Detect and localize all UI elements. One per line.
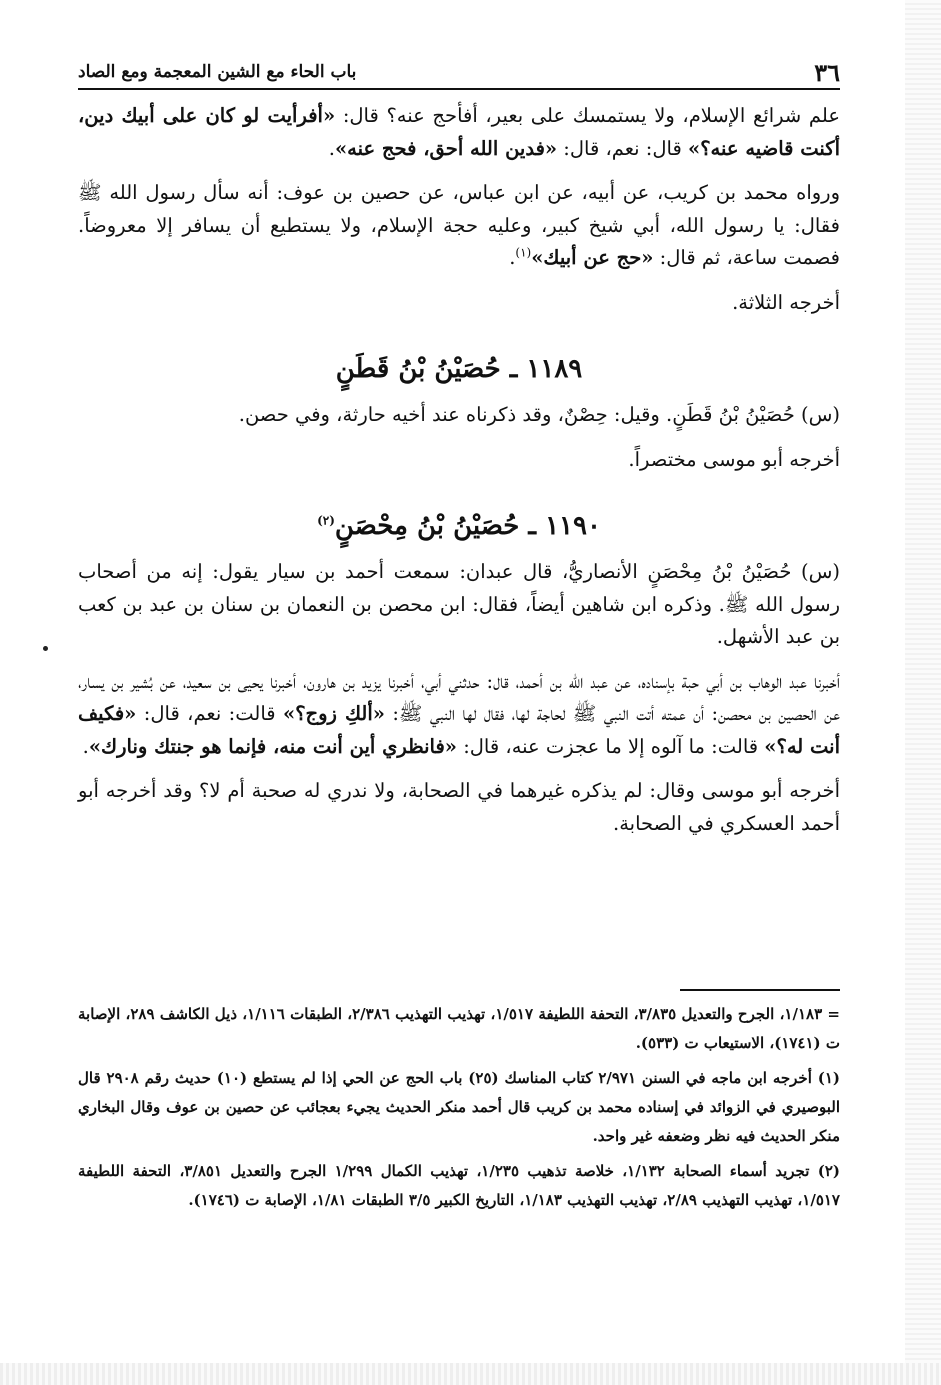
text-run: أخبرنا عبد الوهاب بن أبي حبة بإسناده، عن عبد الله بن أحمد، قال: حدثني أبي، أخبرنا يزيد بن هارون، أخبرنا يحيى بن سعيد، عن بُشير بن يسار، عن الحصين بن محصن: أن عمته أتت النبي ﷺ لحاجة لها، فقال لها النبي ﷺ: bbox=[78, 669, 841, 725]
footnote: = ١/١٨٣، الجرح والتعديل ٣/٨٣٥، التحفة اللطيفة ١/٥١٧، تهذيب التهذيب ٢/٣٨٦، الطبقات ١/١١٦، ذيل الكاشف ٢٨٩، الإصابة ت (١٧٤١)، الاستيعاب ت (٥٣٣). bbox=[78, 1005, 840, 1052]
scan-speck bbox=[43, 646, 48, 651]
text-run: . bbox=[509, 246, 516, 269]
text-run: قالت: ما آلوه إلا ما عجزت عنه، قال: bbox=[457, 734, 765, 758]
paragraph bbox=[78, 177, 840, 275]
footnote: (١) أخرجه ابن ماجه في السنن ٢/٩٧١ كتاب المناسك (٢٥) باب الحج عن الحي إذا لم يستطع (١٠) حديث رقم ٢٩٠٨ قال البوصيري في الزوائد في إسناده محمد بن كريب قال أحمد منكر الحديث يجيء بعجائب عن حصين بن عوف وقال البخاري منكر الحديث فيه نظر وضعفه غير واحد. bbox=[78, 1069, 841, 1145]
text-run: . bbox=[328, 136, 335, 160]
hadith-quote: «فكيف أنت له؟» bbox=[78, 702, 840, 758]
main-text bbox=[78, 100, 840, 852]
paragraph: (س) حُصَيْنُ بْنُ قَطَنٍ. وقيل: حِصْنٌ، وقد ذكرناه عند أخيه حارثة، وفي حصن. bbox=[238, 403, 840, 426]
footnote-ref[interactable]: (١) bbox=[515, 245, 532, 260]
text-run: قال: نعم، قال: bbox=[557, 136, 689, 160]
paragraph bbox=[78, 100, 840, 165]
page-number: ٣٦ bbox=[814, 57, 840, 87]
footnote-ref[interactable]: (٢) bbox=[317, 513, 335, 528]
hadith-quote: «حج عن أبيك» bbox=[531, 246, 654, 269]
paragraph: أخرجه أبو موسى مختصراً. bbox=[628, 447, 840, 471]
header-rule bbox=[78, 88, 840, 90]
text-run: علم شرائع الإسلام، ولا يستمسك على بعير، أفأحج عنه؟ قال: bbox=[335, 104, 840, 127]
footnote: (٢) تجريد أسماء الصحابة ١/١٣٢، خلاصة تذهيب ١/٢٣٥، تهذيب الكمال ١/٢٩٩ الجرح والتعديل ٣/٨٥١، التحفة اللطيفة ١/٥١٧، تهذيب التهذيب ٢/٨٩، تهذيب التهذيب ١/١٨٣، التاريخ الكبير ٣/٥ الطبقات ١/٨١، الإصابة ت (١٧٤٦). bbox=[78, 1162, 840, 1209]
running-title: باب الحاء مع الشين المعجمة ومع الصاد bbox=[78, 62, 357, 82]
scan-edge-texture bbox=[905, 0, 941, 1385]
hadith-quote: «ألكِ زوج؟» bbox=[283, 702, 385, 725]
paragraph: أخرجه الثلاثة. bbox=[732, 290, 840, 314]
entry-title-text: ١١٩٠ ـ حُصَيْنُ بْنُ مِحْصَنٍ bbox=[334, 511, 601, 541]
text-run: . bbox=[82, 734, 89, 758]
footnote-rule bbox=[680, 989, 840, 991]
footnotes bbox=[78, 1000, 840, 1221]
entry-title bbox=[78, 506, 840, 546]
paragraph: أخرجه أبو موسى وقال: لم يذكره غيرهما في الصحابة، ولا ندري له صحبة أم لا؟ وقد أخرجه أبو أحمد العسكري في الصحابة. bbox=[78, 779, 840, 835]
running-header bbox=[78, 58, 840, 86]
hadith-quote: «فدين الله أحق، فحج عنه» bbox=[334, 136, 558, 160]
hadith-quote: «فانظري أين أنت منه، فإنما هو جنتك ونارك» bbox=[88, 734, 457, 758]
scan-edge-texture-bottom bbox=[0, 1363, 941, 1385]
hadith-quote: «أفرأيت لو كان على أبيك دين، أكنت قاضيه عنه؟» bbox=[78, 104, 840, 160]
entry-title: ١١٨٩ ـ حُصَيْنُ بْنُ قَطَنٍ bbox=[335, 354, 583, 384]
text-run: ورواه محمد بن كريب، عن أبيه، عن ابن عباس، عن حصين بن عوف: أنه سأل رسول الله ﷺ فقال: يا رسول الله، أبي شيخ كبير، وعليه حجة الإسلام، ولا يستطيع أن يسافر إلا معروضاً. فصمت ساعة، ثم قال: bbox=[78, 181, 840, 269]
paragraph: (س) حُصَيْنُ بْنُ مِحْصَنٍ الأنصاريُّ، قال عبدان: سمعت أحمد بن سيار يقول: إنه من أصحاب رسول الله ﷺ. وذكره ابن شاهين أيضاً، فقال: ابن محصن بن النعمان بن سنان بن عبد بن كعب بن عبد الأشهل. bbox=[78, 560, 840, 648]
text-run: قالت: نعم، قال: bbox=[136, 702, 283, 725]
paragraph bbox=[78, 666, 840, 764]
